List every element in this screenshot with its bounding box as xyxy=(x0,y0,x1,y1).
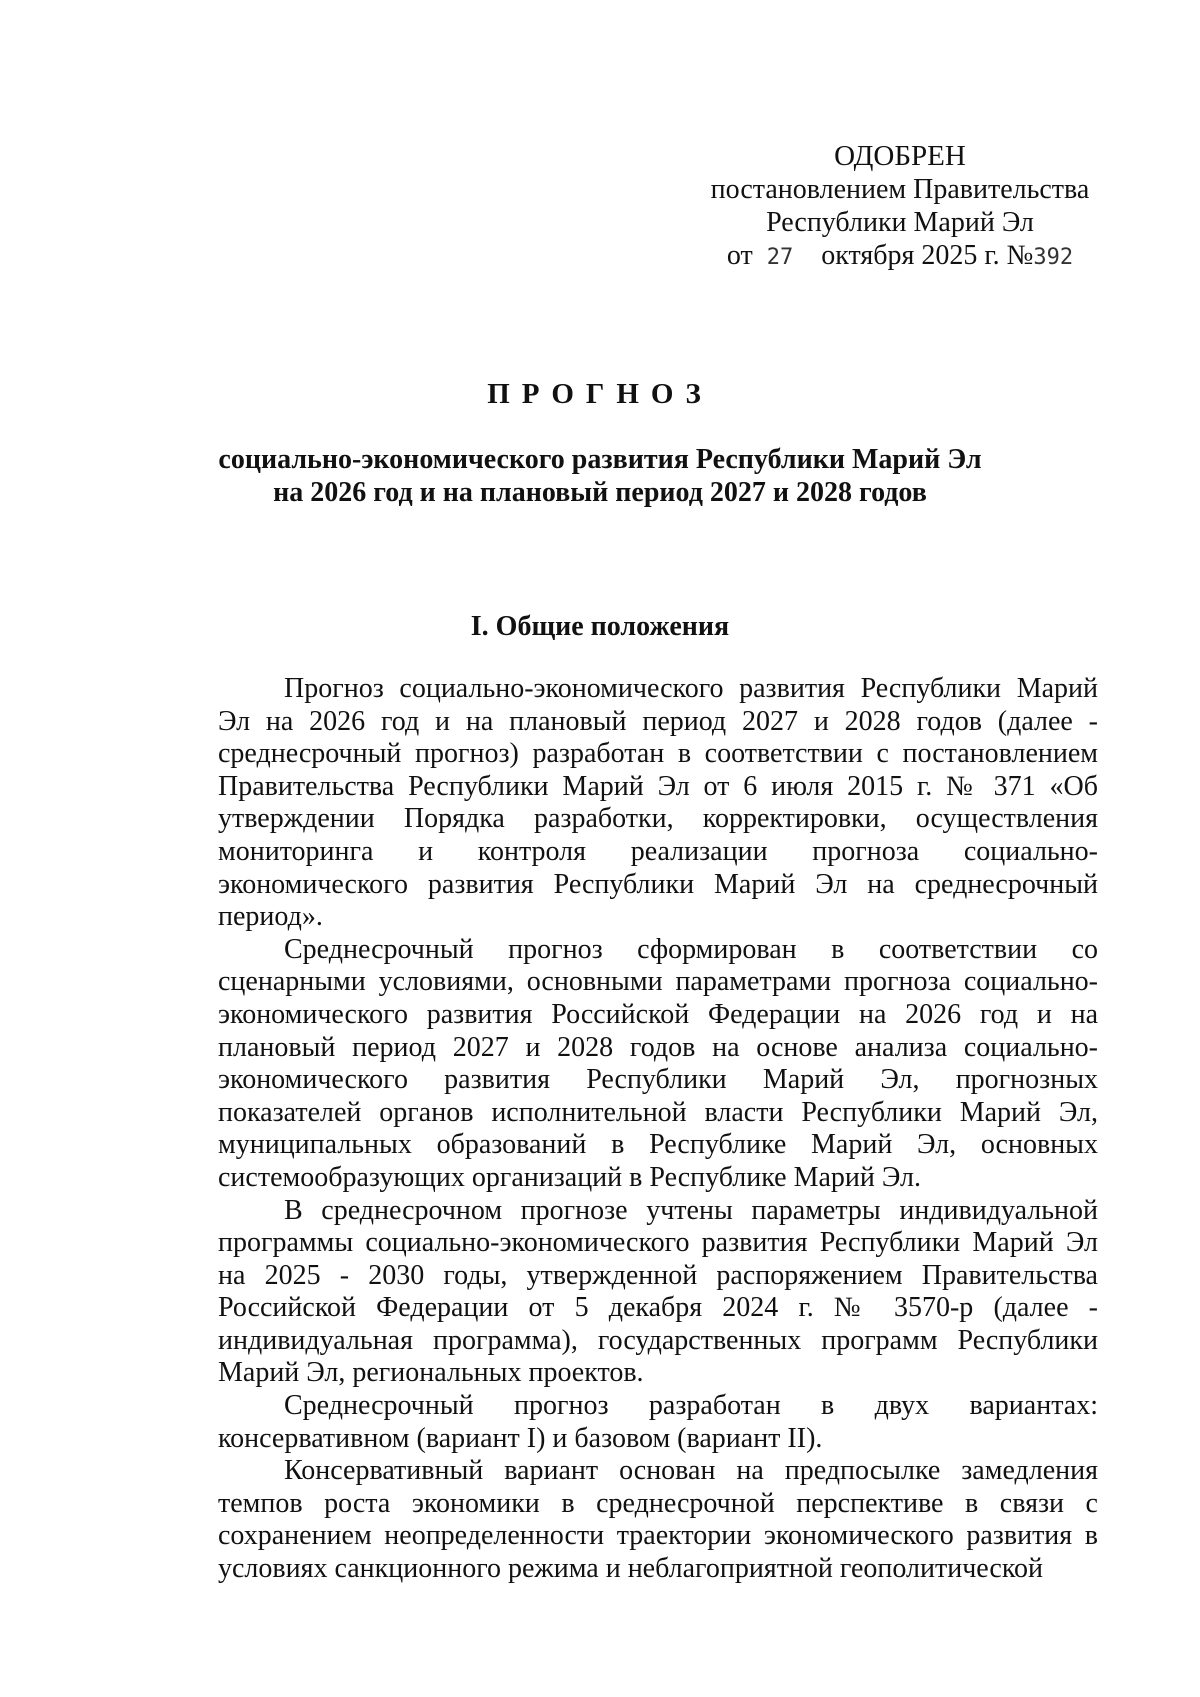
approval-line-1: постановлением Правительства xyxy=(710,174,1090,205)
document-title: ПРОГНОЗ xyxy=(487,378,713,410)
approval-date-prefix: от xyxy=(726,240,753,271)
approval-date-day: 27 xyxy=(766,245,794,270)
document-subtitle-line-1: социально-экономического развития Республики Марий Эл xyxy=(218,444,982,475)
document-subtitle xyxy=(150,443,1050,509)
paragraph-1: Прогноз социально-экономического развития Республики Марий Эл на 2026 год и на плановый период 2027 и 2028 годов (далее - среднесрочный прогноз) разработан в соответствии с постановлением Правительства Республики Марий Эл от 6 июля 2015 г. № 371 «Об утверждении Порядка разработки, корректировки, осуществления мониторинга и контроля реализации прогноза социально-экономического развития Республики Марий Эл на среднесрочный период». xyxy=(218,673,1098,933)
approval-number: 392 xyxy=(1033,245,1074,270)
approval-line-2: Республики Марий Эл xyxy=(766,207,1034,238)
paragraph-4: Среднесрочный прогноз разработан в двух вариантах: консервативном (вариант I) и базовом (вариант II). xyxy=(218,1390,1098,1454)
paragraph-2: Среднесрочный прогноз сформирован в соответствии со сценарными условиями, основными параметрами прогноза социально-экономического развития Российской Федерации на 2026 год и на плановый период 2027 и 2028 годов на основе анализа социально-экономического развития Республики Марий Эл, прогнозных показателей органов исполнительной власти Республики Марий Эл, муниципальных образований в Республике Марий Эл, основных системообразующих организаций в Республике Марий Эл. xyxy=(218,933,1098,1193)
approval-date xyxy=(690,239,1110,274)
paragraph-3: В среднесрочном прогнозе учтены параметры индивидуальной программы социально-экономического развития Республики Марий Эл на 2025 - 2030 годы, утвержденной распоряжением Правительства Российской Федерации от 5 декабря 2024 г. № 3570-р (далее - индивидуальная программа), государственных программ Республики Марий Эл, региональных проектов. xyxy=(218,1194,1098,1389)
paragraph-5: Консервативный вариант основан на предпосылке замедления темпов роста экономики в среднесрочной перспективе в связи с сохранением неопределенности траектории экономического развития в условиях санкционного режима и неблагоприятной геополитической xyxy=(218,1455,1098,1585)
approval-block xyxy=(690,140,1110,274)
section-heading: I. Общие положения xyxy=(470,611,730,642)
body-text xyxy=(218,673,1098,1586)
approval-heading: ОДОБРЕН xyxy=(834,140,966,172)
approval-date-rest: октября 2025 г. № xyxy=(821,240,1034,271)
document-subtitle-line-2: на 2026 год и на плановый период 2027 и 2028 годов xyxy=(273,477,927,508)
